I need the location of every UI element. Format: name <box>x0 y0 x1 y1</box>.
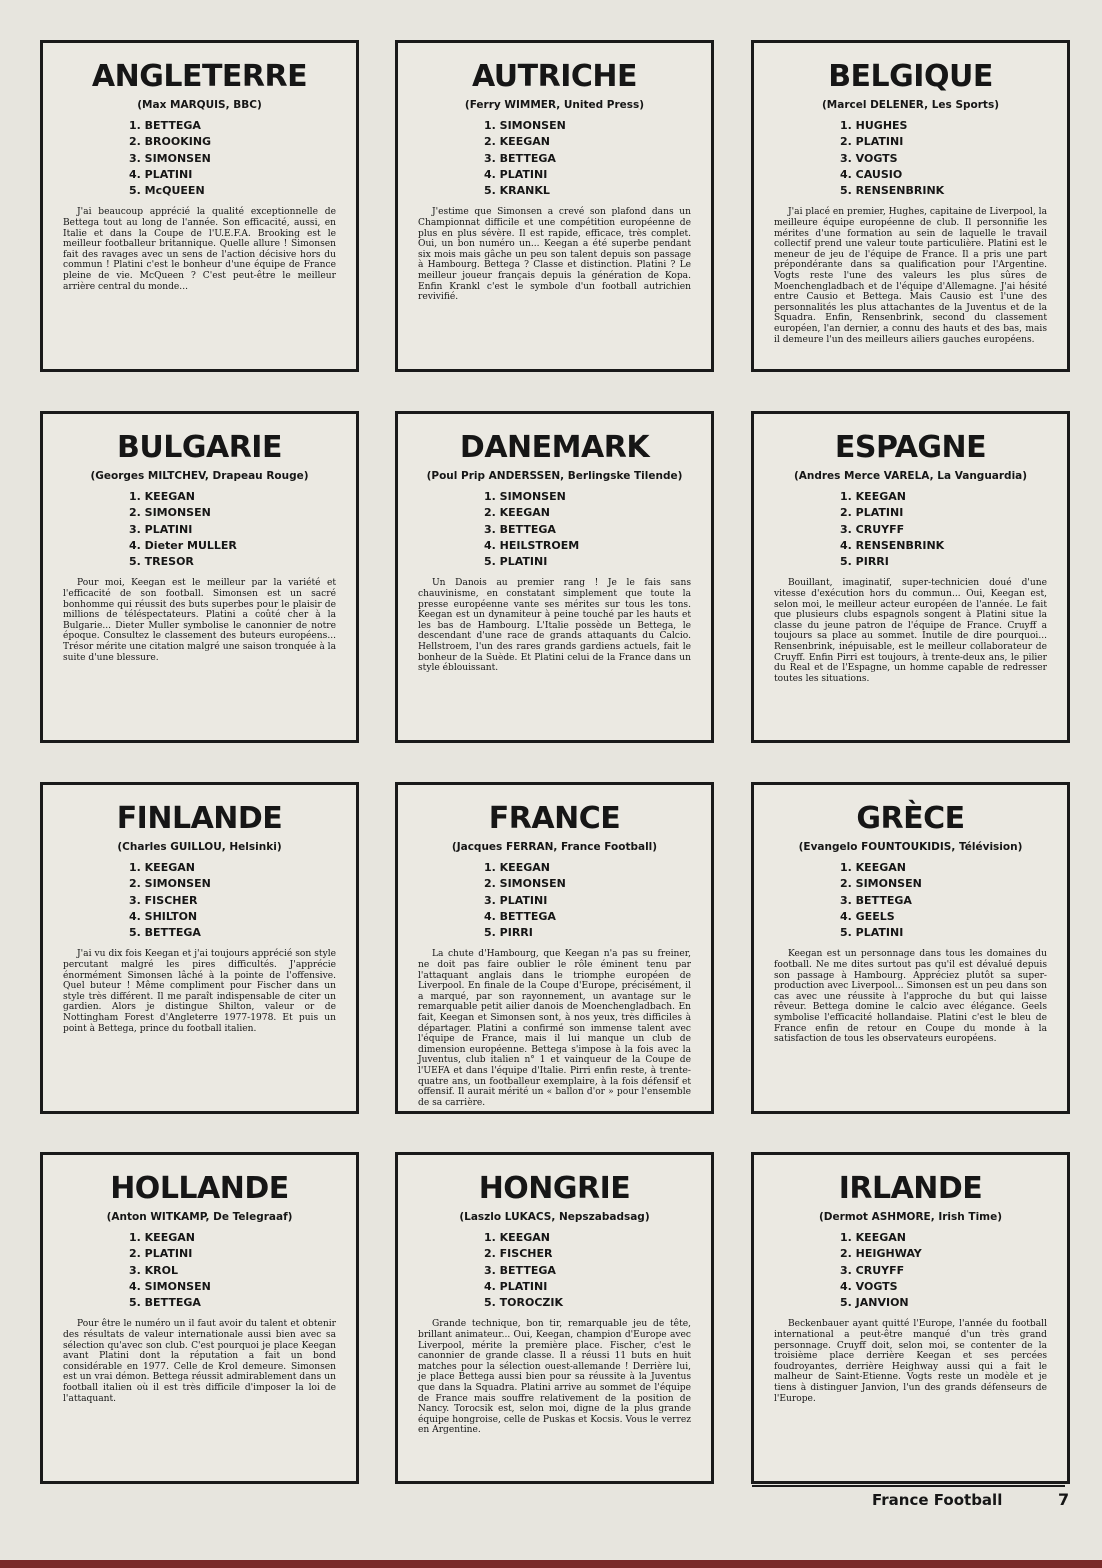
ranking-item: 1. KEEGAN <box>129 861 195 874</box>
ranking-item: 1. BETTEGA <box>129 119 201 132</box>
country-title: IRLANDE <box>838 1171 983 1206</box>
journalist-credit: (Dermot ASHMORE, Irish Time) <box>818 1211 1003 1223</box>
ranking-list <box>414 860 695 941</box>
ranking-item: 2. HEIGHWAY <box>840 1247 922 1261</box>
ranking-item: 2. KEEGAN <box>484 135 550 149</box>
journalist-credit: (Poul Prip ANDERSSEN, Berlingske Tilende) <box>426 470 683 482</box>
ranking-item: 5. TOROCZIK <box>484 1296 564 1310</box>
journalist-comment: J'estime que Simonsen a crevé son plafond dans un Championnat difficile et une compétition européenne de plus en plus sévère. Il est rapide, efficace, très complet. Oui, un bon numéro un... Keegan a été superbe pendant six mois mais gâche un peu son talent depuis son passage à Hambourg. Bettega ? Classe et distinction. Platini ? Le meilleur joueur français depuis la génération de Kopa. Enfin Krankl c'est le symbole d'un football autrichien revivifié. <box>418 207 691 303</box>
journalist-comment: J'ai vu dix fois Keegan et j'ai toujours apprécié son style percutant malgré les pires difficultés. J'apprécie énormément Simonsen lâché à la pointe de l'offensive. Quel buteur ! Même compliment pour Fischer dans un style très différent. Il me paraît indispensable de citer un gardien. Alors je distingue Shilton, valeur or de Nottingham Forest d'Angleterre 1977-1978. Et puis un point à Bettega, prince du football italien. <box>63 949 336 1034</box>
ranking-item: 4. Dieter MULLER <box>129 538 237 552</box>
ranking-item: 5. McQUEEN <box>129 184 205 198</box>
country-box <box>751 40 1070 372</box>
journalist-credit: (Georges MILTCHEV, Drapeau Rouge) <box>90 470 309 482</box>
ranking-list <box>770 118 1051 199</box>
country-title: HOLLANDE <box>110 1171 289 1206</box>
ranking-item: 4. CAUSIO <box>840 167 903 181</box>
ranking-item: 2. SIMONSEN <box>484 877 566 891</box>
ranking-item: 1. KEEGAN <box>840 861 906 874</box>
ranking-item: 3. BETTEGA <box>484 151 556 165</box>
ranking-list <box>59 860 340 941</box>
journalist-comment: Un Danois au premier rang ! Je le fais sans chauvinisme, en constatant simplement que toute la presse européenne vante ses mérites sur tous les tons. Keegan est un dynamiteur à peine touché par les hauts et les bas de Hambourg. L'Italie possède un Bettega, le descendant d'une race de grands attaquants du Calcio. Hellstroem, l'un des rares grands gardiens actuels, fait le bonheur de la Suède. Et Platini celui de la France dans un style éblouissant. <box>418 578 691 674</box>
ranking-item: 4. SHILTON <box>129 909 198 923</box>
ranking-item: 3. FISCHER <box>129 893 198 907</box>
ranking-list <box>414 489 695 570</box>
ranking-list <box>770 489 1051 570</box>
ranking-item: 2. BROOKING <box>129 135 212 149</box>
ranking-item: 3. SIMONSEN <box>129 151 211 165</box>
ranking-item: 4. PLATINI <box>129 167 193 181</box>
ranking-item: 5. PIRRI <box>840 555 889 569</box>
country-title: BELGIQUE <box>828 59 993 94</box>
ranking-item: 3. BETTEGA <box>484 1263 556 1277</box>
ranking-item: 3. CRUYFF <box>840 1263 905 1277</box>
country-title: FRANCE <box>488 801 621 836</box>
ranking-item: 4. PLATINI <box>484 1279 548 1293</box>
magazine-name: France Football <box>872 1491 1003 1509</box>
country-box <box>40 1152 359 1484</box>
ranking-item: 3. KROL <box>129 1263 179 1277</box>
ranking-item: 1. KEEGAN <box>484 861 550 874</box>
country-box <box>395 40 714 372</box>
country-box <box>395 782 714 1114</box>
ranking-item: 1. KEEGAN <box>840 1231 906 1244</box>
country-box <box>751 411 1070 743</box>
journalist-credit: (Jacques FERRAN, France Football) <box>451 841 658 853</box>
journalist-comment: Grande technique, bon tir, remarquable jeu de tête, brillant animateur... Oui, Keegan, champion d'Europe avec Liverpool, mérite la première place. Fischer, c'est le canonnier de grande classe. Il a réussi 11 buts en huit matches pour la sélection ouest-allemande ! Derrière lui, je place Bettega aussi bien pour sa réussite à la Juventus que dans la Squadra. Platini arrive au sommet de l'équipe de France mais souffre relativement de la position de Nancy. Torocsik est, selon moi, digne de la plus grande équipe hongroise, celle de Puskas et Kocsis. Vous le verrez en Argentine. <box>418 1319 691 1436</box>
ranking-item: 1. SIMONSEN <box>484 490 566 503</box>
journalist-comment: Pour être le numéro un il faut avoir du talent et obtenir des résultats de valeur internationale aussi bien avec sa sélection qu'avec son club. C'est pourquoi je place Keegan avant Platini dont la réputation a fait un bond considérable en 1977. Celle de Krol demeure. Simonsen est un vrai démon. Bettega réussit admirablement dans un football italien où il est très difficile d'imposer la loi de l'attaquant. <box>63 1319 336 1404</box>
journalist-credit: (Andres Merce VARELA, La Vanguardia) <box>793 470 1028 482</box>
journalist-credit: (Marcel DELENER, Les Sports) <box>821 99 999 111</box>
ranking-item: 2. SIMONSEN <box>840 877 922 891</box>
ranking-item: 4. PLATINI <box>484 167 548 181</box>
ranking-item: 3. VOGTS <box>840 151 898 165</box>
country-title: FINLANDE <box>116 801 283 836</box>
country-title: ESPAGNE <box>834 430 987 465</box>
ranking-list <box>59 118 340 199</box>
journalist-comment: J'ai placé en premier, Hughes, capitaine de Liverpool, la meilleure équipe européenne de club. Il personnifie les mérites d'une formation au sein de laquelle le travail collectif prend une valeur toute particulière. Platini est le meneur de jeu de l'équipe de France. Il a pris une part prépondérante dans sa qualification pour l'Argentine. Vogts reste l'une des valeurs les plus sûres de Moenchengladbach et de l'équipe d'Allemagne. J'ai hésité entre Causio et Bettega. Mais Causio est l'une des personnalités les plus attachantes de la Juventus et de la Squadra. Enfin, Rensenbrink, second du classement européen, l'an dernier, a connu des hauts et des bas, mais il demeure l'un des meilleurs ailiers gauches européens. <box>774 207 1047 345</box>
ranking-item: 5. PLATINI <box>840 926 904 940</box>
country-title: ANGLETERRE <box>91 59 308 94</box>
ranking-item: 5. BETTEGA <box>129 926 201 940</box>
country-title: DANEMARK <box>459 430 650 465</box>
ranking-item: 1. KEEGAN <box>129 1231 195 1244</box>
journalist-comment: Keegan est un personnage dans tous les domaines du football. Ne me dites surtout pas qu'il est dévalué depuis son passage à Hambourg. Appréciez plutôt sa super-production avec Liverpool... Simonsen est un peu dans son cas avec une réussite à l'approche du but qui laisse rêveur. Bettega domine le calcio avec élégance. Geels symbolise l'efficacité hollandaise. Platini c'est le bleu de France enfin de retour en Coupe du monde à la satisfaction de tous les observateurs européens. <box>774 949 1047 1045</box>
country-box <box>40 411 359 743</box>
journalist-credit: (Charles GUILLOU, Helsinki) <box>117 841 282 853</box>
ranking-list <box>770 860 1051 941</box>
journalist-comment: Pour moi, Keegan est le meilleur par la variété et l'efficacité de son football. Simonsen est un sacré bonhomme qui réussit des buts superbes pour le plaisir de millions de téléspectateurs. Platini a coûté cher à la Bulgarie... Dieter Muller symbolise le canonnier de notre époque. Consultez le classement des buteurs européens... Trésor mérite une citation malgré une saison tronquée à la suite d'une blessure. <box>63 578 336 663</box>
country-box <box>395 411 714 743</box>
ranking-item: 2. PLATINI <box>840 506 904 520</box>
ranking-item: 4. SIMONSEN <box>129 1279 211 1293</box>
ranking-item: 2. KEEGAN <box>484 506 550 520</box>
journalist-credit: (Ferry WIMMER, United Press) <box>464 99 645 111</box>
ranking-item: 5. JANVION <box>840 1296 909 1310</box>
country-title: GRÈCE <box>856 801 965 836</box>
journalist-comment: Beckenbauer ayant quitté l'Europe, l'année du football international a peut-être manqué d'un très grand personnage. Cruyff doit, selon moi, se contenter de la troisième place derrière Keegan et ses percées foudroyantes, derrière Heighway aussi qui a fait le malheur de Saint-Etienne. Vogts reste un modèle et je tiens à distinguer Janvion, l'un des grands défenseurs de l'Europe. <box>774 1319 1047 1404</box>
ranking-list <box>414 1230 695 1311</box>
journalist-credit: (Max MARQUIS, BBC) <box>137 99 262 111</box>
ranking-item: 2. SIMONSEN <box>129 506 211 520</box>
country-box <box>395 1152 714 1484</box>
ranking-item: 3. CRUYFF <box>840 522 905 536</box>
country-box <box>751 782 1070 1114</box>
ranking-list <box>59 1230 340 1311</box>
journalist-comment: Bouillant, imaginatif, super-technicien doué d'une vitesse d'exécution hors du commun... Oui, Keegan est, selon moi, le meilleur acteur européen de l'année. Le fait que plusieurs clubs espagnols songent à Platini situe la classe du jeune patron de l'équipe de France. Cruyff a toujours sa place au sommet. Inutile de dire pourquoi... Rensenbrink, inépuisable, est le meilleur collaborateur de Cruyff. Enfin Pirri est toujours, à trente-deux ans, le pilier du Real et de l'Espagne, un homme capable de redresser toutes les situations. <box>774 578 1047 684</box>
ranking-item: 1. KEEGAN <box>840 490 906 503</box>
journalist-comment: La chute d'Hambourg, que Keegan n'a pas su freiner, ne doit pas faire oublier le rôle éminent tenu par l'attaquant anglais dans le triomphe européen de Liverpool. En finale de la Coupe d'Europe, précisément, il a marqué, par son rayonnement, un avantage sur le remarquable petit ailier danois de Moenchengladbach. En fait, Keegan et Simonsen sont, à nos yeux, très difficiles à départager. Platini a confirmé son immense talent avec l'équipe de France, mais il lui manque un club de dimension européenne. Bettega s'impose à la fois avec la Juventus, club italien n° 1 et vainqueur de la Coupe de l'UEFA et dans l'équipe d'Italie. Pirri enfin reste, à trente-quatre ans, un footballeur exemplaire, à la fois défensif et offensif. Il aurait mérité un « ballon d'or » pour l'ensemble de sa carrière. <box>418 949 691 1108</box>
ranking-item: 1. KEEGAN <box>484 1231 550 1244</box>
ranking-item: 3. BETTEGA <box>484 522 556 536</box>
ranking-item: 2. SIMONSEN <box>129 877 211 891</box>
ranking-item: 1. SIMONSEN <box>484 119 566 132</box>
country-title: AUTRICHE <box>472 59 637 94</box>
country-box <box>40 782 359 1114</box>
ranking-item: 5. BETTEGA <box>129 1296 201 1310</box>
country-title: BULGARIE <box>117 430 282 465</box>
ranking-item: 2. FISCHER <box>484 1247 553 1261</box>
ranking-item: 4. HEILSTROEM <box>484 538 580 552</box>
country-box <box>40 40 359 372</box>
country-title: HONGRIE <box>478 1171 631 1206</box>
ranking-item: 5. KRANKL <box>484 184 550 198</box>
ranking-list <box>59 489 340 570</box>
ranking-item: 1. KEEGAN <box>129 490 195 503</box>
ranking-item: 5. TRESOR <box>129 555 194 569</box>
ranking-list <box>414 118 695 199</box>
ranking-item: 2. PLATINI <box>840 135 904 149</box>
ranking-item: 5. RENSENBRINK <box>840 184 945 198</box>
journalist-comment: J'ai beaucoup apprécié la qualité exceptionnelle de Bettega tout au long de l'année. Son efficacité, aussi, en Italie et dans la Coupe de l'U.E.F.A. Brooking est le meilleur footballeur britannique. Quelle allure ! Simonsen fait des ravages avec un sens de l'action décisive hors du commun ! Platini c'est le bonheur d'une équipe de France pleine de vie. McQueen ? C'est peut-être le meilleur arrière central du monde... <box>63 207 336 292</box>
page-number: 7 <box>1058 1490 1070 1509</box>
footer-rule <box>752 1485 1065 1487</box>
ranking-item: 2. PLATINI <box>129 1247 193 1261</box>
ranking-item: 3. BETTEGA <box>840 893 912 907</box>
ranking-item: 4. RENSENBRINK <box>840 538 945 552</box>
ranking-list <box>770 1230 1051 1311</box>
ranking-item: 1. HUGHES <box>840 119 908 132</box>
ranking-item: 5. PLATINI <box>484 555 548 569</box>
ranking-item: 4. BETTEGA <box>484 909 556 923</box>
ranking-item: 3. PLATINI <box>129 522 193 536</box>
journalist-credit: (Evangelo FOUNTOUKIDIS, Télévision) <box>798 841 1023 853</box>
country-box <box>751 1152 1070 1484</box>
page-bottom-edge <box>0 1560 1102 1568</box>
ranking-item: 3. PLATINI <box>484 893 548 907</box>
ranking-item: 4. GEELS <box>840 909 895 923</box>
ranking-item: 5. PIRRI <box>484 926 533 940</box>
journalist-credit: (Laszlo LUKACS, Nepszabadsag) <box>459 1211 650 1223</box>
ranking-item: 4. VOGTS <box>840 1279 898 1293</box>
journalist-credit: (Anton WITKAMP, De Telegraaf) <box>106 1211 293 1223</box>
